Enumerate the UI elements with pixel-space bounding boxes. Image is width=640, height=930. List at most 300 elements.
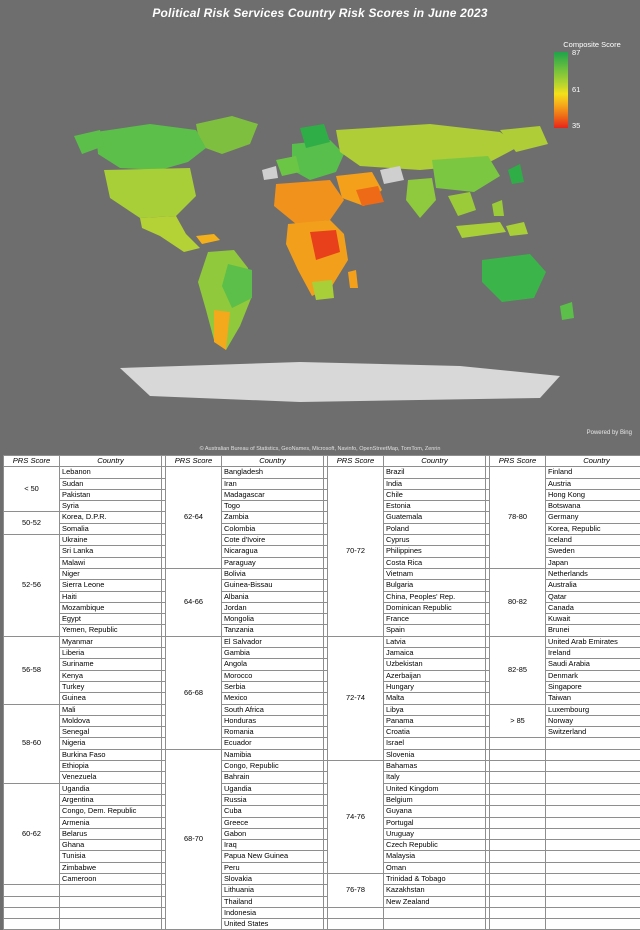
column-gap	[486, 670, 490, 681]
table-row	[4, 783, 640, 794]
country-cell: Cote d'Ivoire	[222, 535, 324, 546]
column-gap	[486, 535, 490, 546]
country-cell: Bulgaria	[384, 580, 486, 591]
column-gap	[162, 919, 166, 930]
column-gap	[162, 659, 166, 670]
country-cell: Sierra Leone	[60, 580, 162, 591]
country-cell: Syria	[60, 501, 162, 512]
empty-cell	[546, 828, 640, 839]
country-cell: Congo, Republic	[222, 761, 324, 772]
column-gap	[486, 489, 490, 500]
empty-cell	[490, 761, 546, 772]
country-cell: Bahrain	[222, 772, 324, 783]
country-cell: Japan	[546, 557, 640, 568]
country-cell: China, Peoples' Rep.	[384, 591, 486, 602]
country-cell: Ethiopia	[60, 761, 162, 772]
column-gap	[486, 591, 490, 602]
header-country: Country	[384, 456, 486, 467]
country-cell: Estonia	[384, 501, 486, 512]
column-gap	[324, 489, 328, 500]
column-gap	[324, 523, 328, 534]
country-cell: Hong Kong	[546, 489, 640, 500]
column-gap	[486, 648, 490, 659]
header-country: Country	[60, 456, 162, 467]
table-row	[4, 704, 640, 715]
table-row	[4, 546, 640, 557]
column-gap	[486, 659, 490, 670]
country-cell: Oman	[384, 862, 486, 873]
column-gap	[162, 704, 166, 715]
column-gap	[162, 794, 166, 805]
table-row	[4, 727, 640, 738]
country-cell: Israel	[384, 738, 486, 749]
table-row	[4, 919, 640, 930]
column-gap	[486, 523, 490, 534]
country-cell: Iraq	[222, 840, 324, 851]
country-cell: Sudan	[60, 478, 162, 489]
country-cell: Armenia	[60, 817, 162, 828]
country-cell: Malta	[384, 693, 486, 704]
column-gap	[486, 478, 490, 489]
column-gap	[324, 693, 328, 704]
empty-cell	[546, 806, 640, 817]
column-gap	[162, 546, 166, 557]
country-cell: Germany	[546, 512, 640, 523]
column-gap	[162, 851, 166, 862]
empty-cell	[490, 772, 546, 783]
country-cell: Morocco	[222, 670, 324, 681]
empty-cell	[546, 851, 640, 862]
table-row	[4, 794, 640, 805]
table-row	[4, 557, 640, 568]
table-row	[4, 896, 640, 907]
empty-cell	[384, 907, 486, 918]
country-cell: Guyana	[384, 806, 486, 817]
column-gap	[324, 659, 328, 670]
country-cell: Zimbabwe	[60, 862, 162, 873]
table-row	[4, 828, 640, 839]
country-cell: Libya	[384, 704, 486, 715]
country-cell: Dominican Republic	[384, 602, 486, 613]
table-row	[4, 885, 640, 896]
empty-cell	[546, 772, 640, 783]
country-cell: South Africa	[222, 704, 324, 715]
column-gap	[162, 681, 166, 692]
column-gap	[486, 625, 490, 636]
column-gap	[324, 783, 328, 794]
country-cell: Kuwait	[546, 614, 640, 625]
country-cell: Suriname	[60, 659, 162, 670]
country-cell: Norway	[546, 715, 640, 726]
country-cell: United States	[222, 919, 324, 930]
column-gap	[324, 625, 328, 636]
empty-cell	[60, 885, 162, 896]
table-row	[4, 568, 640, 579]
header-prs-score: PRS Score	[4, 456, 60, 467]
column-gap	[324, 670, 328, 681]
country-cell: Philippines	[384, 546, 486, 557]
table-row	[4, 659, 640, 670]
header-country: Country	[546, 456, 640, 467]
country-cell: Czech Republic	[384, 840, 486, 851]
country-cell: Panama	[384, 715, 486, 726]
table-row	[4, 817, 640, 828]
country-cell: Senegal	[60, 727, 162, 738]
table-row	[4, 489, 640, 500]
country-cell: Mozambique	[60, 602, 162, 613]
column-gap	[324, 896, 328, 907]
column-gap	[324, 557, 328, 568]
country-cell: Haiti	[60, 591, 162, 602]
column-gap	[486, 602, 490, 613]
score-range-cell: 66-68	[166, 636, 222, 749]
empty-cell	[490, 907, 546, 918]
country-cell: Brunei	[546, 625, 640, 636]
column-gap	[324, 862, 328, 873]
country-cell: Turkey	[60, 681, 162, 692]
table-row	[4, 648, 640, 659]
country-cell: Jamaica	[384, 648, 486, 659]
column-gap	[324, 715, 328, 726]
column-gap	[162, 523, 166, 534]
country-cell: Italy	[384, 772, 486, 783]
country-cell: Paraguay	[222, 557, 324, 568]
column-gap	[324, 817, 328, 828]
empty-cell	[546, 840, 640, 851]
empty-cell	[546, 907, 640, 918]
column-gap	[324, 580, 328, 591]
column-gap	[486, 614, 490, 625]
column-gap	[162, 738, 166, 749]
country-cell: India	[384, 478, 486, 489]
score-range-cell: 64-66	[166, 568, 222, 636]
empty-cell	[384, 919, 486, 930]
country-cell: Bahamas	[384, 761, 486, 772]
country-cell: Congo, Dem. Republic	[60, 806, 162, 817]
column-gap	[162, 580, 166, 591]
country-cell: Albania	[222, 591, 324, 602]
empty-cell	[4, 907, 60, 918]
score-range-cell: 68-70	[166, 749, 222, 930]
column-gap	[162, 625, 166, 636]
score-range-cell: 82-85	[490, 636, 546, 704]
empty-cell	[490, 851, 546, 862]
empty-cell	[546, 862, 640, 873]
prs-score-table-panel	[0, 455, 640, 870]
country-cell: Zambia	[222, 512, 324, 523]
column-gap	[162, 885, 166, 896]
column-gap	[162, 715, 166, 726]
country-cell: Guatemala	[384, 512, 486, 523]
table-row	[4, 681, 640, 692]
column-gap	[324, 602, 328, 613]
country-cell: Azerbaijan	[384, 670, 486, 681]
empty-cell	[546, 783, 640, 794]
table-row	[4, 614, 640, 625]
legend-tick-min: 35	[572, 121, 580, 130]
empty-cell	[60, 907, 162, 918]
country-cell: Canada	[546, 602, 640, 613]
page-title: Political Risk Services Country Risk Scores in June 2023	[0, 0, 640, 20]
country-cell: Ugandia	[222, 783, 324, 794]
empty-cell	[60, 896, 162, 907]
country-cell: Korea, Republic	[546, 523, 640, 534]
country-cell: Guinea-Bissau	[222, 580, 324, 591]
country-cell: Belgium	[384, 794, 486, 805]
table-row	[4, 636, 640, 647]
empty-cell	[490, 885, 546, 896]
column-gap	[486, 580, 490, 591]
column-gap	[324, 738, 328, 749]
empty-cell	[490, 862, 546, 873]
color-legend	[550, 40, 634, 132]
table-row	[4, 602, 640, 613]
table-row	[4, 478, 640, 489]
empty-cell	[490, 783, 546, 794]
column-gap	[324, 512, 328, 523]
empty-cell	[546, 919, 640, 930]
empty-cell	[490, 749, 546, 760]
country-cell: Somalia	[60, 523, 162, 534]
column-gap	[162, 828, 166, 839]
country-cell: Brazil	[384, 467, 486, 478]
table-row	[4, 625, 640, 636]
country-cell: Jordan	[222, 602, 324, 613]
header-prs-score: PRS Score	[166, 456, 222, 467]
country-cell: Trinidad & Tobago	[384, 873, 486, 884]
table-row	[4, 715, 640, 726]
country-cell: Mexico	[222, 693, 324, 704]
column-gap	[324, 749, 328, 760]
column-gap	[162, 501, 166, 512]
column-gap	[324, 794, 328, 805]
score-range-cell: 74-76	[328, 761, 384, 874]
header-prs-score: PRS Score	[490, 456, 546, 467]
country-cell: Angola	[222, 659, 324, 670]
country-cell: Qatar	[546, 591, 640, 602]
column-gap	[162, 761, 166, 772]
country-cell: Denmark	[546, 670, 640, 681]
column-gap	[324, 772, 328, 783]
column-gap	[324, 535, 328, 546]
column-gap	[324, 727, 328, 738]
column-gap	[324, 851, 328, 862]
column-gap	[162, 896, 166, 907]
column-gap	[162, 614, 166, 625]
country-cell: Singapore	[546, 681, 640, 692]
column-gap	[162, 591, 166, 602]
country-cell: Cuba	[222, 806, 324, 817]
column-gap	[162, 772, 166, 783]
column-gap	[486, 727, 490, 738]
table-header-row	[4, 456, 640, 467]
empty-cell	[546, 873, 640, 884]
column-gap	[324, 591, 328, 602]
country-cell: Tunisia	[60, 851, 162, 862]
country-cell: Honduras	[222, 715, 324, 726]
empty-cell	[328, 907, 384, 918]
country-cell: Namibia	[222, 749, 324, 760]
column-gap	[162, 557, 166, 568]
country-cell: Slovenia	[384, 749, 486, 760]
country-cell: Bolivia	[222, 568, 324, 579]
column-gap	[162, 873, 166, 884]
country-cell: Ireland	[546, 648, 640, 659]
legend-title: Composite Score	[550, 40, 634, 49]
column-gap	[486, 693, 490, 704]
column-gap	[486, 501, 490, 512]
table-row	[4, 738, 640, 749]
country-cell: Botswana	[546, 501, 640, 512]
empty-cell	[490, 840, 546, 851]
column-gap	[324, 806, 328, 817]
country-cell: Myanmar	[60, 636, 162, 647]
empty-cell	[546, 794, 640, 805]
country-cell: Yemen, Republic	[60, 625, 162, 636]
empty-cell	[490, 919, 546, 930]
table-row	[4, 535, 640, 546]
score-range-cell: 60-62	[4, 783, 60, 885]
score-range-cell: 62-64	[166, 467, 222, 569]
country-cell: Moldova	[60, 715, 162, 726]
empty-cell	[490, 738, 546, 749]
header-prs-score: PRS Score	[328, 456, 384, 467]
table-row	[4, 591, 640, 602]
country-cell: Australia	[546, 580, 640, 591]
score-range-cell: 56-58	[4, 636, 60, 704]
empty-cell	[4, 896, 60, 907]
empty-cell	[328, 919, 384, 930]
country-cell: Ecuador	[222, 738, 324, 749]
column-gap	[162, 535, 166, 546]
empty-cell	[60, 919, 162, 930]
country-cell: United Kingdom	[384, 783, 486, 794]
column-gap	[162, 817, 166, 828]
table-row	[4, 873, 640, 884]
country-cell: Madagascar	[222, 489, 324, 500]
country-cell: Pakistan	[60, 489, 162, 500]
column-gap	[162, 478, 166, 489]
powered-by-label: Powered by Bing	[587, 430, 632, 436]
country-cell: Venezuela	[60, 772, 162, 783]
country-cell: Latvia	[384, 636, 486, 647]
country-cell: Nigeria	[60, 738, 162, 749]
country-cell: Guinea	[60, 693, 162, 704]
column-gap	[162, 489, 166, 500]
country-cell: Egypt	[60, 614, 162, 625]
empty-cell	[490, 896, 546, 907]
column-gap	[162, 840, 166, 851]
empty-cell	[490, 817, 546, 828]
empty-cell	[490, 794, 546, 805]
table-row	[4, 772, 640, 783]
table-row	[4, 761, 640, 772]
table-row	[4, 806, 640, 817]
column-gap	[486, 681, 490, 692]
column-gap	[162, 670, 166, 681]
score-range-cell: 78-80	[490, 467, 546, 569]
legend-tick-mid: 61	[572, 85, 580, 94]
header-country: Country	[222, 456, 324, 467]
table-row	[4, 670, 640, 681]
empty-cell	[4, 919, 60, 930]
table-row	[4, 840, 640, 851]
column-gap	[162, 512, 166, 523]
country-cell: Ugandia	[60, 783, 162, 794]
country-cell: Malawi	[60, 557, 162, 568]
country-cell: Netherlands	[546, 568, 640, 579]
country-cell: Togo	[222, 501, 324, 512]
table-row	[4, 523, 640, 534]
country-cell: Sweden	[546, 546, 640, 557]
score-range-cell: > 85	[490, 704, 546, 738]
empty-cell	[490, 873, 546, 884]
column-gap	[486, 512, 490, 523]
table-row	[4, 907, 640, 918]
column-gap	[324, 614, 328, 625]
country-cell: Russia	[222, 794, 324, 805]
empty-cell	[490, 806, 546, 817]
column-gap	[162, 648, 166, 659]
country-cell: Niger	[60, 568, 162, 579]
empty-cell	[546, 738, 640, 749]
prs-score-table	[3, 455, 640, 930]
country-cell: Switzerland	[546, 727, 640, 738]
country-cell: Argentina	[60, 794, 162, 805]
country-cell: Sri Lanka	[60, 546, 162, 557]
column-gap	[324, 704, 328, 715]
country-cell: Finland	[546, 467, 640, 478]
column-gap	[162, 907, 166, 918]
column-gap	[162, 727, 166, 738]
column-gap	[162, 602, 166, 613]
score-range-cell: 76-78	[328, 873, 384, 907]
country-cell: Malaysia	[384, 851, 486, 862]
column-gap	[162, 806, 166, 817]
country-cell: Luxembourg	[546, 704, 640, 715]
country-cell: Kenya	[60, 670, 162, 681]
column-gap	[324, 840, 328, 851]
country-cell: Slovakia	[222, 873, 324, 884]
score-range-cell: 52-56	[4, 535, 60, 637]
empty-cell	[546, 761, 640, 772]
country-cell: Serbia	[222, 681, 324, 692]
country-cell: El Salvador	[222, 636, 324, 647]
country-cell: Korea, D.P.R.	[60, 512, 162, 523]
column-gap	[324, 648, 328, 659]
country-cell: Iran	[222, 478, 324, 489]
country-cell: Portugal	[384, 817, 486, 828]
empty-cell	[546, 885, 640, 896]
world-map-panel	[0, 20, 640, 460]
legend-color-bar	[554, 52, 568, 128]
table-row	[4, 580, 640, 591]
world-choropleth-map	[0, 20, 640, 460]
table-row	[4, 501, 640, 512]
country-cell: Liberia	[60, 648, 162, 659]
country-cell: Uruguay	[384, 828, 486, 839]
country-cell: Belarus	[60, 828, 162, 839]
column-gap	[486, 546, 490, 557]
country-cell: France	[384, 614, 486, 625]
table-row	[4, 749, 640, 760]
country-cell: Austria	[546, 478, 640, 489]
score-range-cell: < 50	[4, 467, 60, 512]
column-gap	[162, 862, 166, 873]
column-gap	[324, 828, 328, 839]
column-gap	[324, 478, 328, 489]
country-cell: Bangladesh	[222, 467, 324, 478]
